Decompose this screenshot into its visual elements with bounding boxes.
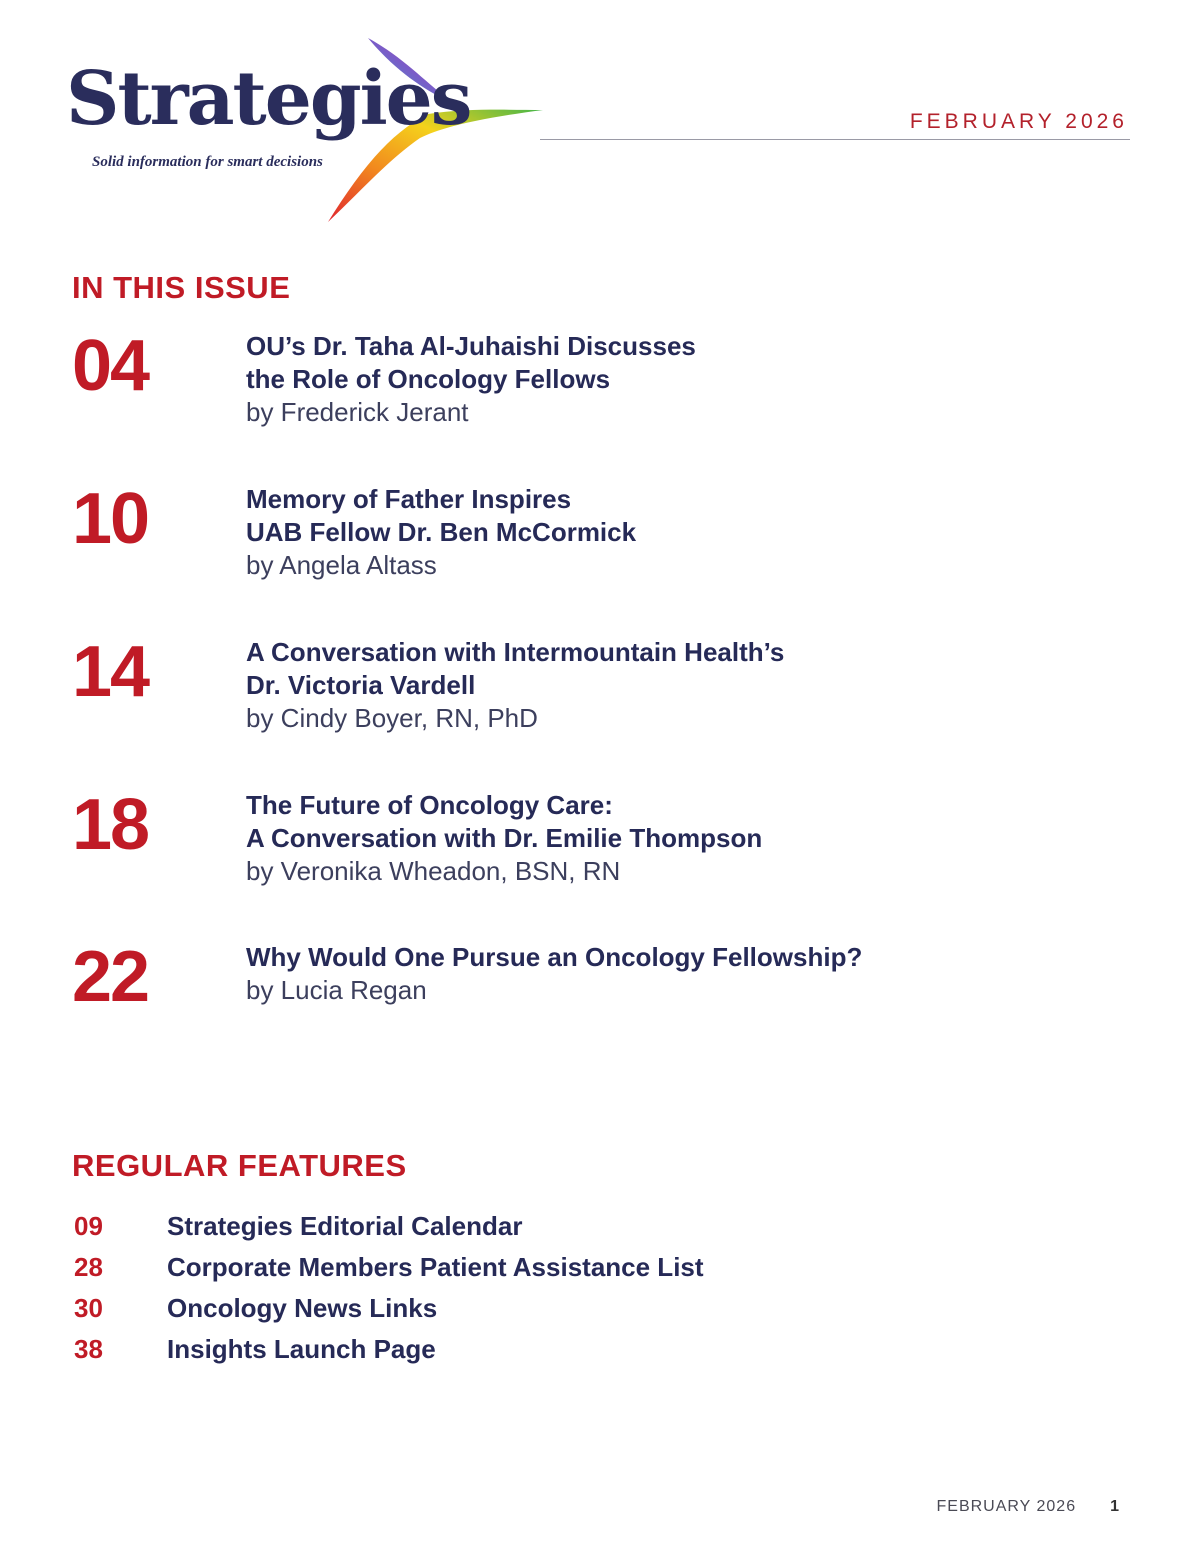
issue-title[interactable]: the Role of Oncology Fellows [246,364,611,394]
feature-label[interactable]: Strategies Editorial Calendar [167,1211,523,1241]
feature-label[interactable]: Corporate Members Patient Assistance List [167,1252,704,1282]
feature-page-number: 30 [74,1293,103,1323]
issue-byline: by Cindy Boyer, RN, PhD [246,703,538,733]
logo-tagline: Solid information for smart decisions [92,154,323,170]
issue-date: FEBRUARY 2026 [909,110,1128,133]
issue-title[interactable]: Dr. Victoria Vardell [246,670,476,700]
regular-features-heading: REGULAR FEATURES [72,1148,407,1183]
issue-byline: by Lucia Regan [246,975,427,1005]
issue-byline: by Veronika Wheadon, BSN, RN [246,856,621,886]
issue-byline: by Frederick Jerant [246,397,469,427]
feature-label[interactable]: Oncology News Links [167,1293,438,1323]
issue-page-number: 04 [72,326,149,406]
issue-title[interactable]: Why Would One Pursue an Oncology Fellowship? [246,942,863,972]
feature-label[interactable]: Insights Launch Page [167,1334,436,1364]
logo-wordmark: Strategies [66,56,471,142]
issue-title[interactable]: UAB Fellow Dr. Ben McCormick [246,517,637,547]
header-rule [540,139,1130,140]
issue-byline: by Angela Altass [246,550,437,580]
strategies-logo [28,34,548,226]
issue-title[interactable]: OU’s Dr. Taha Al-Juhaishi Discusses [246,331,696,361]
issue-title[interactable]: A Conversation with Intermountain Health’s [246,637,785,667]
issue-title[interactable]: A Conversation with Dr. Emilie Thompson [246,823,763,853]
issue-page-number: 14 [72,632,149,712]
footer-date: FEBRUARY 2026 [936,1498,1077,1515]
issue-page-number: 22 [72,937,149,1017]
in-this-issue-heading: IN THIS ISSUE [72,270,291,305]
feature-page-number: 38 [74,1334,103,1364]
issue-title[interactable]: Memory of Father Inspires [246,484,572,514]
issue-page-number: 18 [72,785,149,865]
page-footer [937,1498,1121,1516]
issue-page-number: 10 [72,479,149,559]
footer-page-number: 1 [1110,1498,1120,1515]
issue-title[interactable]: The Future of Oncology Care: [246,790,613,820]
feature-page-number: 28 [74,1252,103,1282]
feature-page-number: 09 [74,1211,103,1241]
